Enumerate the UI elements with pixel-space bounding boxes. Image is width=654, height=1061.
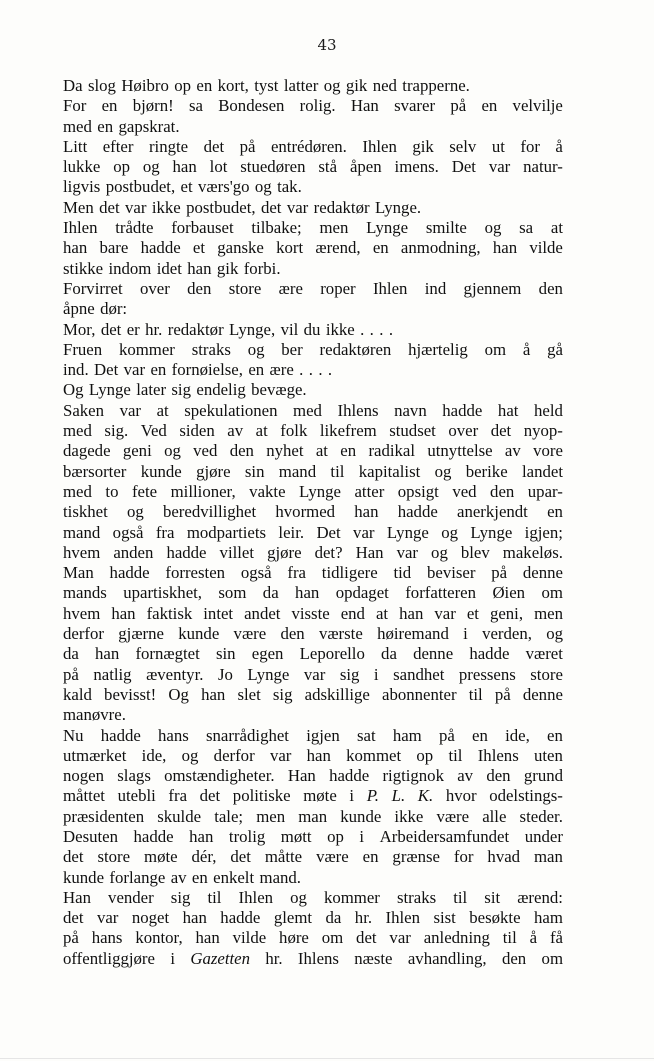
text-line: på natlig æventyr. Jo Lynge var sig i sandhet pressens store [63, 664, 563, 684]
text-line: præsidenten skulde tale; men man kunde ikke være alle steder. [63, 806, 563, 826]
text-line: nogen slags omstændigheter. Han hadde rigtignok av den grund [63, 766, 563, 786]
text-line: ligvis postbudet, et værs'go og tak. [63, 177, 302, 197]
text-line: mand også fra modpartiets leir. Det var Lynge og Lynge igjen; [63, 522, 563, 542]
text-line: Man hadde forresten også fra tidligere tid beviser på denne [63, 563, 563, 583]
text-line: tiskhet og beredvillighet hvormed han hadde anerkjendt en [63, 502, 563, 522]
page-edge-line [0, 1058, 654, 1059]
text-line: måttet utebli fra det politiske møte i P. L. K. hvor odelstings- [63, 786, 563, 806]
text-line: Saken var at spekulationen med Ihlens navn hadde hat held [63, 400, 563, 420]
text-line: Han vender sig til Ihlen og kommer straks til sit ærend: [63, 887, 563, 907]
text-line: offentliggjøre i Gazetten hr. Ihlens næste avhandling, den om [63, 948, 563, 968]
text-line: Da slog Høibro op en kort, tyst latter og gik ned trapperne. [63, 76, 470, 95]
text-line: med sig. Ved siden av at folk likefrem studset over det nyop- [63, 421, 563, 441]
text-line: For en bjørn! sa Bondesen rolig. Han svarer på en velvilje [63, 96, 563, 116]
text-line: lukke op og han lot stuedøren stå åpen imens. Det var natur- [63, 157, 563, 177]
text-line: kunde forlange av en enkelt mand. [63, 867, 301, 887]
text-line: manøvre. [63, 705, 126, 725]
text-line: da han fornægtet sin egen Leporello da denne hadde været [63, 644, 563, 664]
text-line: åpne dør: [63, 299, 128, 319]
text-line: Ihlen trådte forbauset tilbake; men Lynge smilte og sa at [63, 218, 563, 238]
text-line: Nu hadde hans snarrådighet igjen sat ham på en ide, en [63, 725, 563, 745]
body-text [63, 76, 563, 969]
text-line: bærsorter kunde gjøre sin mand til kapitalist og berike landet [63, 461, 563, 481]
text-line: det var noget han hadde glemt da hr. Ihlen sist besøkte ham [63, 908, 563, 928]
text-line: med en gapskrat. [63, 116, 180, 136]
text-line: han bare hadde et ganske kort ærend, en anmodning, han vilde [63, 238, 563, 258]
text-line: Fruen kommer straks og ber redaktøren hjærtelig om å gå [63, 339, 563, 359]
text-line: derfor gjærne kunde være den værste høiremand i verden, og [63, 624, 563, 644]
text-line: hvem anden hadde villet gjøre det? Han var og blev makeløs. [63, 542, 563, 562]
text-line: med to fete millioner, vakte Lynge atter opsigt ved den upar- [63, 481, 563, 501]
text-line: dagede geni og ved den nyhet at en radikal utnyttelse av vore [63, 441, 563, 461]
text-line: kald bevisst! Og han slet sig adskillige abonnenter til på denne [63, 684, 563, 704]
text-line: mands upartiskhet, som da han opdaget forfatteren Øien om [63, 583, 563, 603]
text-line: Men det var ikke postbudet, det var redaktør Lynge. [63, 197, 422, 217]
text-line: det store møte dér, det måtte være en grænse for hvad man [63, 847, 563, 867]
text-line: hvem han faktisk intet andet visste end at han var et geni, men [63, 603, 563, 623]
text-line: Litt efter ringte det på entrédøren. Ihlen gik selv ut for å [63, 136, 563, 156]
text-line: på hans kontor, han vilde høre om det var anledning til å få [63, 928, 563, 948]
text-line: Mor, det er hr. redaktør Lynge, vil du ikke . . . . [63, 319, 394, 339]
text-line: Desuten hadde han trolig møtt op i Arbeidersamfundet under [63, 826, 563, 846]
text-line: utmærket ide, og derfor var han kommet op til Ihlens uten [63, 745, 563, 765]
text-line: ind. Det var en fornøielse, en ære . . . . [63, 360, 333, 380]
text-line: stikke indom idet han gik forbi. [63, 258, 281, 278]
text-line: Og Lynge later sig endelig bevæge. [63, 380, 307, 400]
page-number: 43 [317, 36, 337, 54]
text-line: Forvirret over den store ære roper Ihlen ind gjennem den [63, 278, 563, 298]
